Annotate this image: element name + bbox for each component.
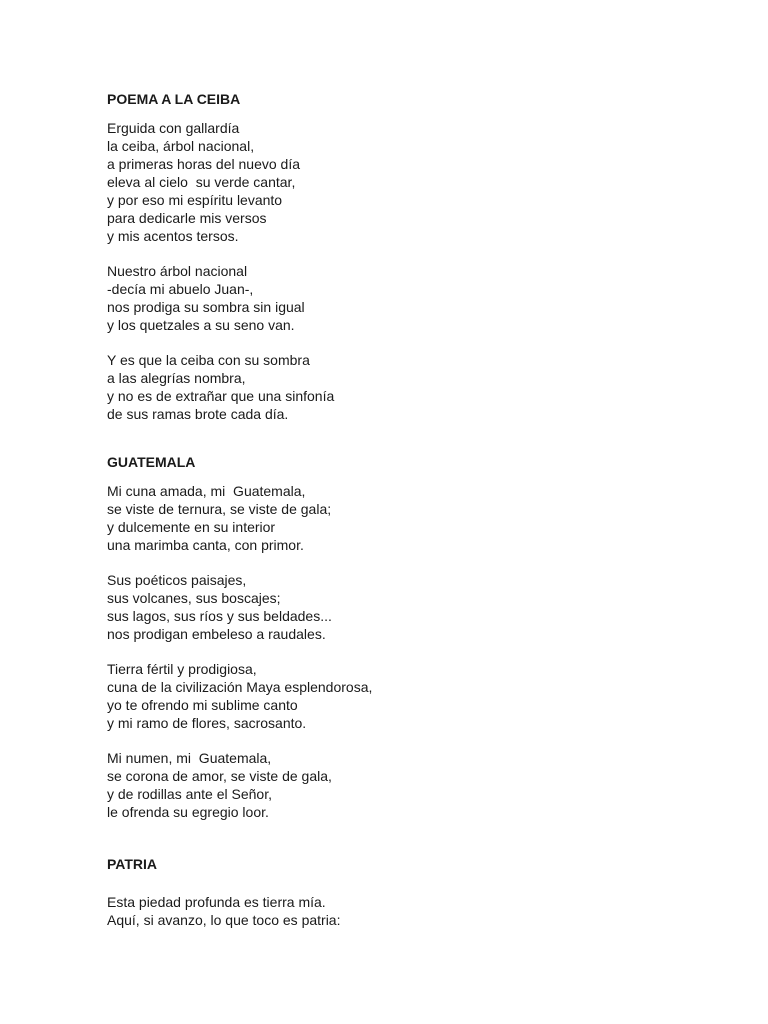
stanza <box>107 351 334 423</box>
poem-line: le ofrenda su egregio loor. <box>107 804 269 820</box>
poem-line: Erguida con gallardía <box>107 120 240 136</box>
poem-line: se viste de ternura, se viste de gala; <box>107 501 332 517</box>
poem-ceiba <box>107 90 334 423</box>
poem-line: sus volcanes, sus boscajes; <box>107 590 281 606</box>
poem-line: a primeras horas del nuevo día <box>107 156 300 172</box>
stanza <box>107 660 372 732</box>
stanza <box>107 482 372 554</box>
poem-line: Tierra fértil y prodigiosa, <box>107 661 257 677</box>
poem-line: cuna de la civilización Maya esplendorosa, <box>107 679 373 695</box>
poem-title: GUATEMALA <box>107 454 196 470</box>
stanza <box>107 571 372 643</box>
poem-line: Sus poéticos paisajes, <box>107 572 247 588</box>
stanza <box>107 262 334 334</box>
poem-line: nos prodiga su sombra sin igual <box>107 299 305 315</box>
poem-line: y dulcemente en su interior <box>107 519 276 535</box>
poem-line: Y es que la ceiba con su sombra <box>107 352 310 368</box>
poem-line: la ceiba, árbol nacional, <box>107 138 255 154</box>
poem-title: PATRIA <box>107 856 158 872</box>
poem-line: eleva al cielo su verde cantar, <box>107 174 296 190</box>
poem-line: y de rodillas ante el Señor, <box>107 786 272 802</box>
stanza <box>107 749 372 821</box>
poem-line: y los quetzales a su seno van. <box>107 317 295 333</box>
stanza <box>107 893 340 929</box>
poem-line: Mi numen, mi Guatemala, <box>107 750 272 766</box>
poem-line: Esta piedad profunda es tierra mía. <box>107 894 326 910</box>
poem-title: POEMA A LA CEIBA <box>107 91 241 107</box>
poem-line: a las alegrías nombra, <box>107 370 246 386</box>
poem-line: y mi ramo de flores, sacrosanto. <box>107 715 307 731</box>
poem-line: y por eso mi espíritu levanto <box>107 192 283 208</box>
poem-guatemala <box>107 453 372 821</box>
poem-line: nos prodigan embeleso a raudales. <box>107 626 326 642</box>
poem-line: para dedicarle mis versos <box>107 210 267 226</box>
poem-line: y mis acentos tersos. <box>107 228 239 244</box>
poem-line: sus lagos, sus ríos y sus beldades... <box>107 608 332 624</box>
poem-line: Aquí, si avanzo, lo que toco es patria: <box>107 912 341 928</box>
poem-line: se corona de amor, se viste de gala, <box>107 768 332 784</box>
poem-line: una marimba canta, con primor. <box>107 537 304 553</box>
poem-line: Mi cuna amada, mi Guatemala, <box>107 483 306 499</box>
poem-line: Nuestro árbol nacional <box>107 263 248 279</box>
poem-line: y no es de extrañar que una sinfonía <box>107 388 335 404</box>
poem-line: de sus ramas brote cada día. <box>107 406 289 422</box>
poem-patria <box>107 855 340 929</box>
poem-line: yo te ofrendo mi sublime canto <box>107 697 298 713</box>
stanza <box>107 119 334 245</box>
poem-line: -decía mi abuelo Juan-, <box>107 281 254 297</box>
